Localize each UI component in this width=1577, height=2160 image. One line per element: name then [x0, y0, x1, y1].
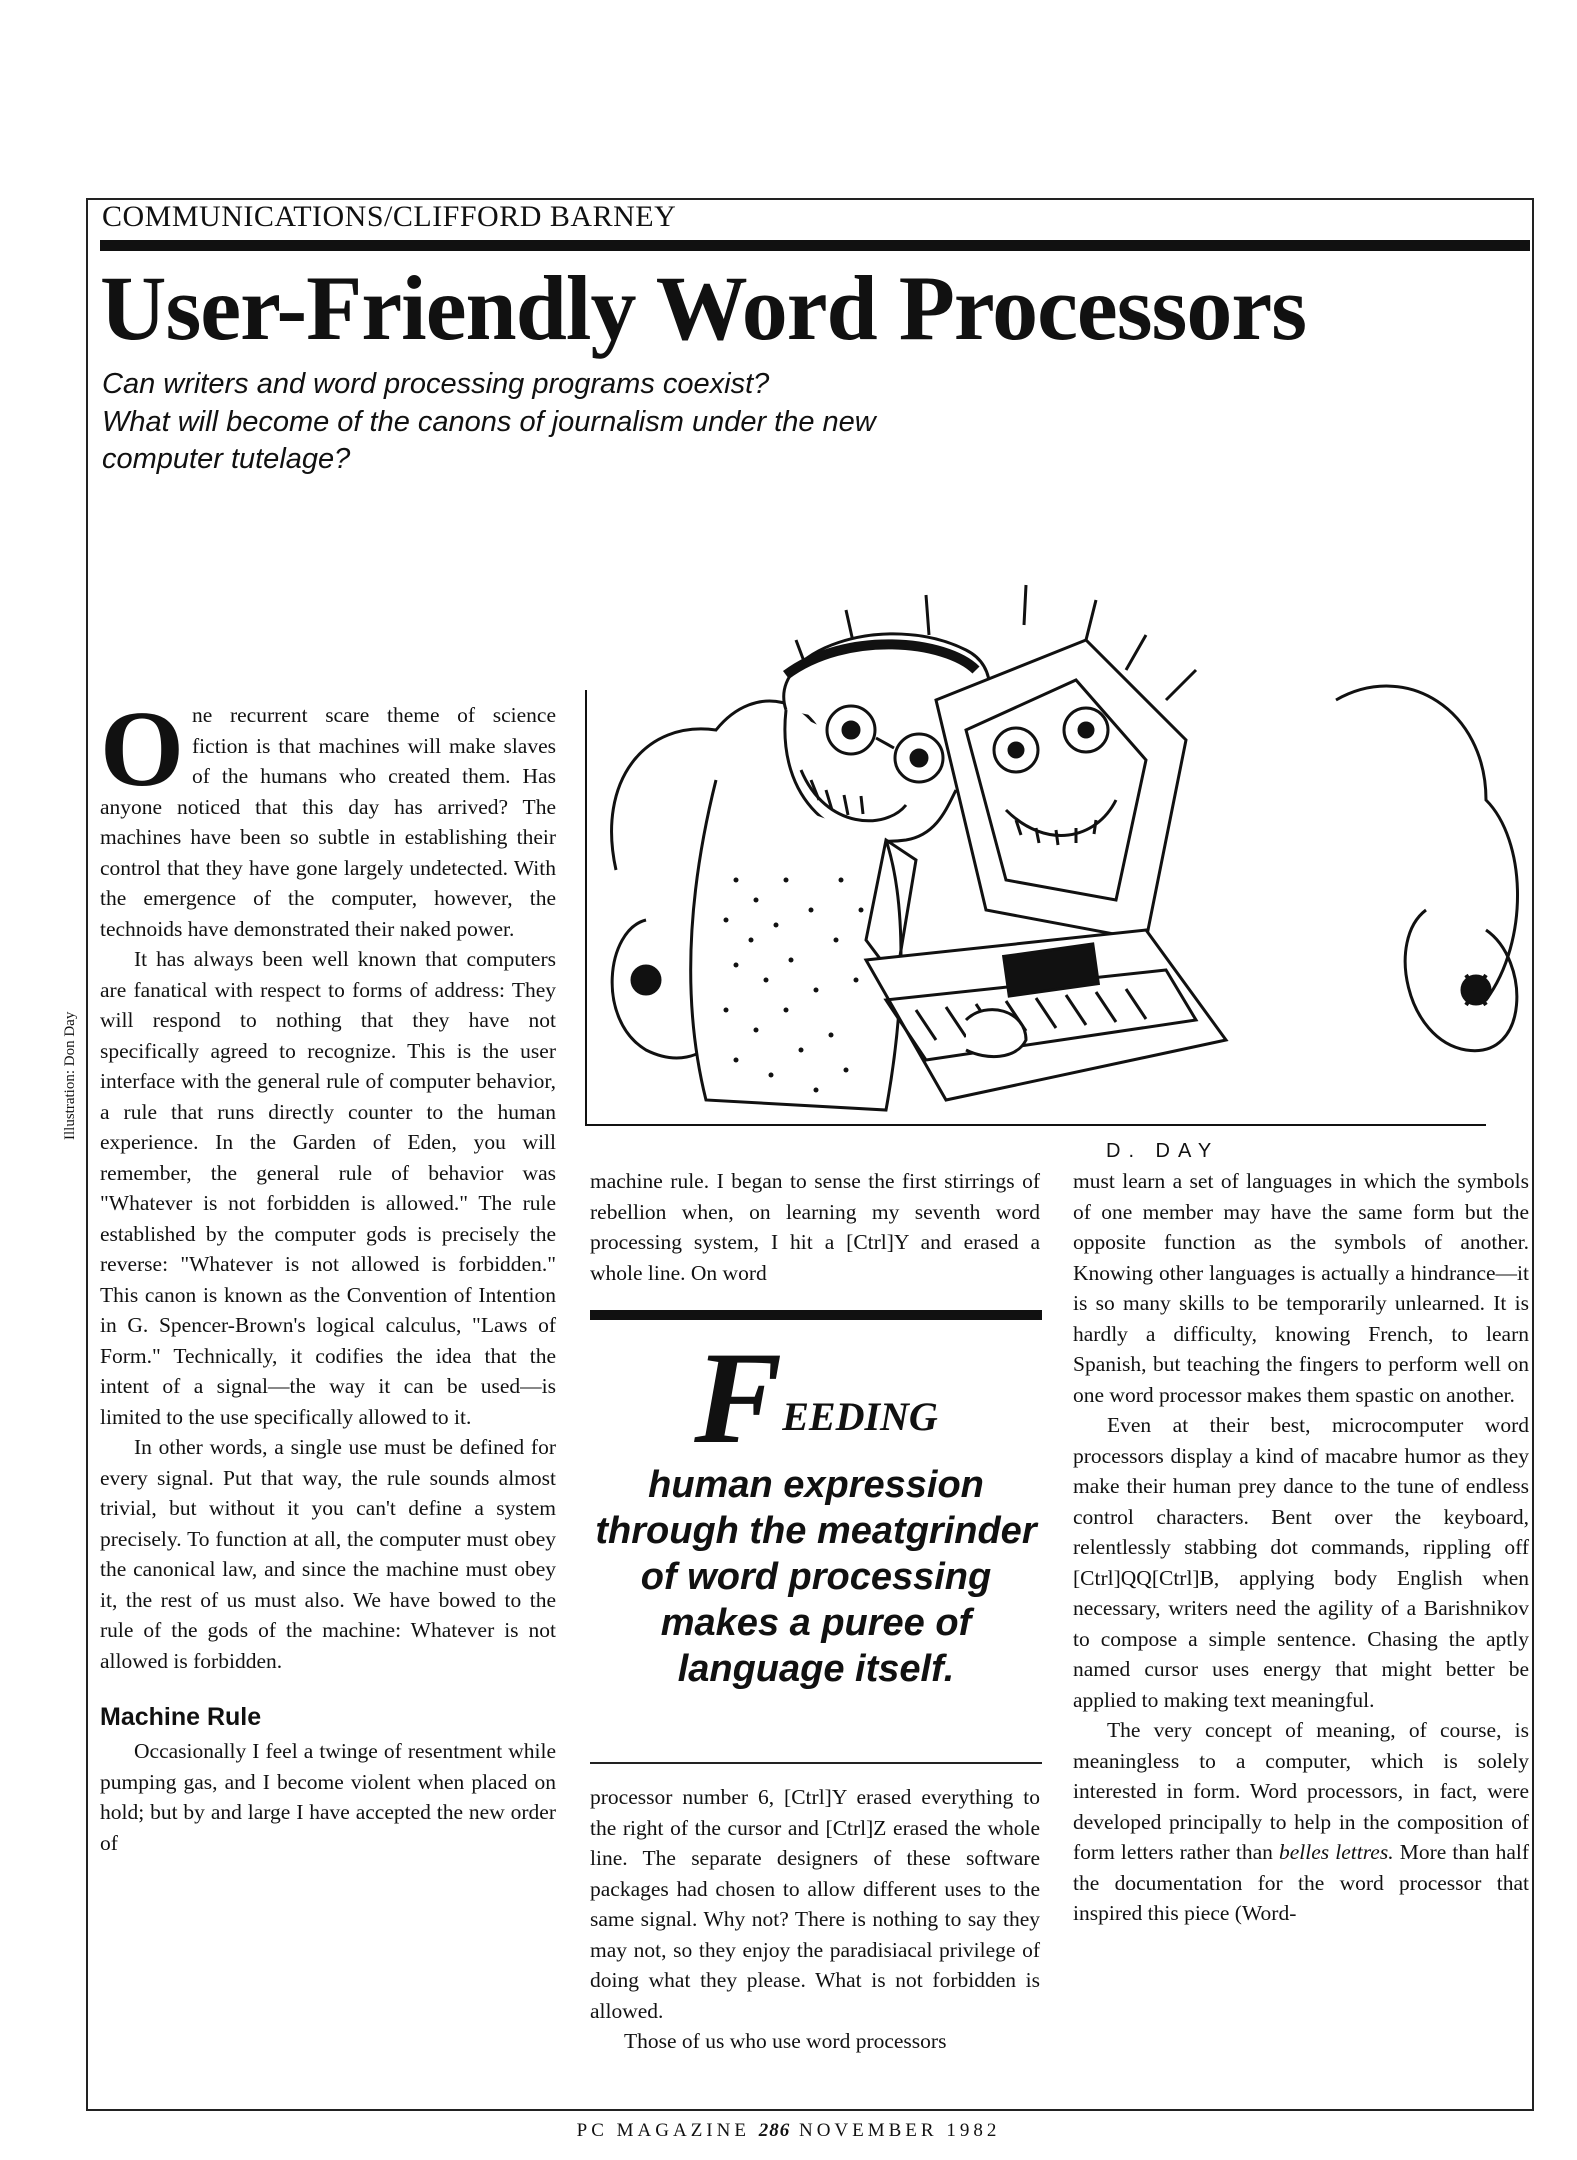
credit-text: Illustration: Don Day [62, 1011, 78, 1140]
pullquote-top-rule [590, 1310, 1042, 1320]
paragraph: must learn a set of languages in which the symbols of one member may have the same form but the opposite function as the symbols of another. Knowing other languages is actually a hindrance—it is so many skills to be temporarily unlearned. It is hardly a difficulty, knowing French, to learn Spanish, but teaching the fingers to perform well on one word processor makes them spastic on another. [1073, 1169, 1529, 1407]
drop-cap: O [100, 690, 185, 809]
paragraph [1073, 1715, 1529, 1929]
deck-line: What will become of the canons of journalism under the new [102, 405, 876, 438]
article-column-1 [100, 690, 556, 1858]
paragraph: machine rule. I began to sense the first stirrings of rebellion when, on learning my seventh word processing system, I hit a [Ctrl]Y and erased a whole line. On word [590, 1169, 1040, 1285]
text-run: More than half the documentation for the word processor that inspired this piece (Word- [1073, 1840, 1530, 1925]
paragraph: Those of us who use word processors [624, 2029, 947, 2053]
paragraph: In other words, a single use must be defined for every signal. Put that way, the rule sounds almost trivial, but without it you can't define a system precisely. To function at all, the computer must obey the canonical law, and since the machine must obey it, the rest of us must also. We have bowed to the rule of the gods of the machine: Whatever is not allowed is forbidden. [100, 1435, 556, 1673]
deck-line: Can writers and word processing programs coexist? [102, 368, 770, 400]
page-footer [0, 2120, 1577, 2142]
text-run: The very concept of meaning, of course, is meaningless to a computer, which is solely interested in form. Word processors, in fact, were developed principally to help in the composition of form letters rather than [1073, 1718, 1529, 1864]
footer-magazine: PC MAGAZINE [576, 2120, 750, 2141]
article-column-3 [1073, 1166, 1529, 1929]
article-title: User-Friendly Word Processors [100, 257, 1306, 359]
pullquote-bottom-rule [590, 1762, 1042, 1764]
pullquote-word: EEDING [782, 1394, 938, 1439]
article-deck [102, 366, 1102, 479]
paragraph: Occasionally I feel a twinge of resentment while pumping gas, and I become violent when placed on hold; but by and large I have accepted the new order of [100, 1739, 556, 1855]
text-run-italic: belles lettres. [1279, 1840, 1394, 1864]
article-column-2-top [590, 1166, 1040, 1288]
article-column-2-bottom [590, 1782, 1040, 2057]
subhead: Machine Rule [100, 1703, 262, 1731]
paragraph: ne recurrent scare theme of science fiction is that machines will make slaves of the humans who created them. Has anyone noticed that this day has arrived? The machines have been so subtle in establishing their control that they have gone largely undetected. With the emergence of the computer, however, the technoids have demonstrated their naked power. [100, 703, 556, 941]
paragraph: processor number 6, [Ctrl]Y erased everything to the right of the cursor and [Ctrl]Z erased the whole line. The separate designers of these software packages had chosen to allow different uses to the same signal. Why not? There is nothing to say they may not, so they enjoy the paradisiacal privilege of doing what they please. What is not forbidden is allowed. [590, 1785, 1040, 2023]
pullquote-initial: F [694, 1324, 783, 1471]
paragraph: Even at their best, microcomputer word processors display a kind of macabre humor as they make their human prey dance to the tune of endless control characters. Bent over the keyboard, relentlessly stabbing dot commands, rippling off [Ctrl]QQ[Ctrl]B, applying body English when necessary, writers need the agility of a Barishnikov to compose a simple sentence. Chasing the aptly named cursor uses energy that might better be applied to making text meaningful. [1073, 1413, 1529, 1712]
pullquote-text: human expression through the meatgrinder of word processing makes a puree of language itself. [595, 1464, 1037, 1690]
footer-date: NOVEMBER 1982 [798, 2120, 1001, 2141]
footer-page-number: 286 [758, 2120, 791, 2141]
man-hugging-computer-illustration [586, 580, 1530, 1162]
paragraph: It has always been well known that computers are fanatical with respect to forms of address: They will respond to nothing that they have not specifically agreed to recognize. This is the user interface with the general rule of computer behavior, a rule that runs directly counter to the human experience. In the Garden of Eden, you will remember, the general rule of behavior was "Whatever is not forbidden is allowed." The rule established by the computer gods is precisely the reverse: "Whatever is not allowed is forbidden." This canon is known as the Convention of Intention in G. Spencer-Brown's logical calculus, "Laws of Form." Technically, it codifies the idea that the intent of a signal—the way it can be used—is limited to the use specifically allowed to it. [100, 947, 556, 1429]
deck-line: computer tutelage? [102, 443, 351, 476]
pullquote [590, 1324, 1042, 1692]
illustration-signature: D. DAY [1106, 1140, 1220, 1162]
header-rule [100, 240, 1530, 251]
section-byline: COMMUNICATIONS/CLIFFORD BARNEY [102, 200, 677, 233]
